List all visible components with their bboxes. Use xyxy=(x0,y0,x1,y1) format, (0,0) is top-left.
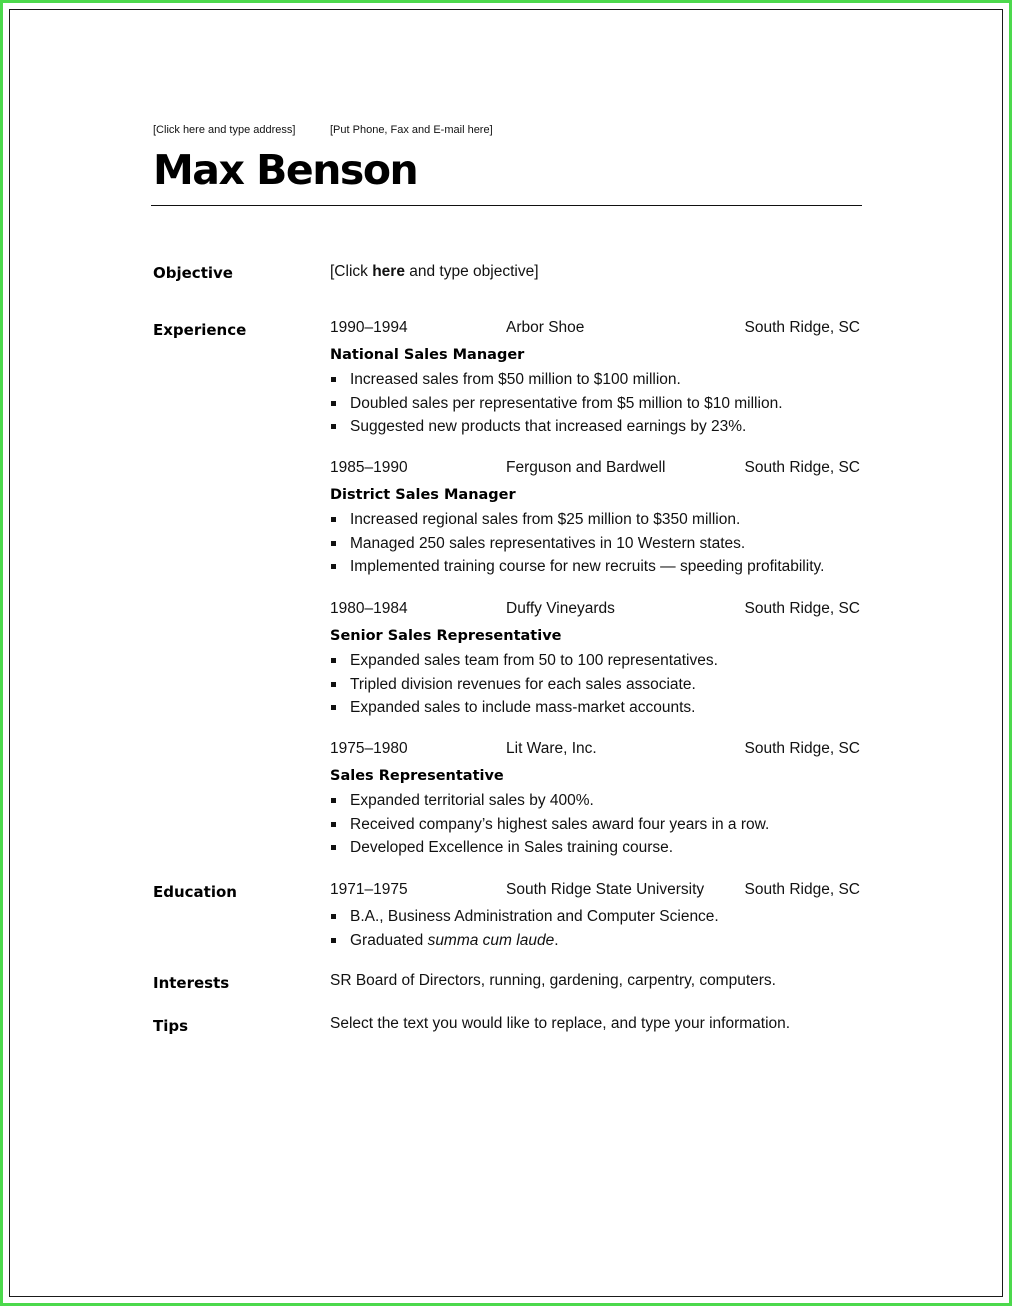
objective-text-after: and type objective] xyxy=(404,263,539,280)
job-title: National Sales Manager xyxy=(330,347,525,363)
job-company: Duffy Vineyards xyxy=(506,600,615,617)
honors-prefix: Graduated xyxy=(350,931,428,949)
job-title: Sales Representative xyxy=(330,768,504,784)
tips-text[interactable]: Select the text you would like to replace, and type your information. xyxy=(330,1015,791,1032)
bullet-icon xyxy=(331,658,336,663)
education-school: South Ridge State University xyxy=(506,881,705,898)
bullet-icon xyxy=(331,682,336,687)
job-location: South Ridge, SC xyxy=(744,740,860,757)
job-dates: 1975–1980 xyxy=(330,740,408,757)
objective-text-bold: here xyxy=(372,263,405,280)
job-entry xyxy=(330,319,860,439)
bullet-text: Expanded territorial sales by 400%. xyxy=(350,792,594,809)
bullet-icon xyxy=(331,541,336,546)
bullet-text: Tripled division revenues for each sales associate. xyxy=(350,675,696,693)
bullet-text: Expanded sales to include mass-market accounts. xyxy=(350,699,696,716)
bullet-item xyxy=(330,905,860,929)
honors-suffix: . xyxy=(554,931,559,949)
bullet-item xyxy=(330,929,860,953)
education-bullets xyxy=(330,905,860,952)
bullet-item xyxy=(330,368,860,392)
bullet-icon xyxy=(331,564,336,569)
job-dates: 1980–1984 xyxy=(330,600,408,617)
job-entry xyxy=(330,740,860,860)
job-header xyxy=(330,600,860,624)
bullet-text: Expanded sales team from 50 to 100 representatives. xyxy=(350,652,718,669)
job-dates: 1985–1990 xyxy=(330,459,408,476)
job-bullets xyxy=(330,508,860,579)
bullet-icon xyxy=(331,377,336,382)
education-degree: B.A., Business Administration and Computer Science. xyxy=(350,908,719,925)
bullet-item xyxy=(330,532,860,556)
bullet-icon xyxy=(331,517,336,522)
job-bullets xyxy=(330,368,860,439)
job-bullets xyxy=(330,789,860,860)
bullet-icon xyxy=(331,938,336,943)
bullet-icon xyxy=(331,401,336,406)
applicant-name[interactable]: Max Benson xyxy=(153,146,418,194)
job-header xyxy=(330,319,860,343)
bullet-item xyxy=(330,649,860,673)
job-company: Lit Ware, Inc. xyxy=(506,740,597,757)
bullet-icon xyxy=(331,798,336,803)
job-dates: 1990–1994 xyxy=(330,319,408,336)
job-company: Arbor Shoe xyxy=(506,319,585,336)
bullet-icon xyxy=(331,822,336,827)
job-title: District Sales Manager xyxy=(330,487,516,503)
education-entry xyxy=(330,881,860,952)
contact-placeholder[interactable]: [Put Phone, Fax and E-mail here] xyxy=(330,124,493,136)
bullet-item xyxy=(330,673,860,697)
bullet-text: Increased regional sales from $25 million to $350 million. xyxy=(350,511,741,528)
bullet-icon xyxy=(331,845,336,850)
bullet-item xyxy=(330,813,860,837)
education-label: Education xyxy=(153,883,237,901)
job-header xyxy=(330,740,860,764)
interests-text[interactable]: SR Board of Directors, running, gardening, carpentry, computers. xyxy=(330,972,776,989)
bullet-icon xyxy=(331,914,336,919)
job-location: South Ridge, SC xyxy=(744,459,860,476)
objective-text-before: [Click xyxy=(330,263,373,280)
bullet-text: Developed Excellence in Sales training course. xyxy=(350,839,674,856)
job-location: South Ridge, SC xyxy=(744,600,860,617)
job-entry xyxy=(330,600,860,720)
bullet-item xyxy=(330,836,860,860)
bullet-item xyxy=(330,696,860,720)
bullet-item xyxy=(330,789,860,813)
job-title: Senior Sales Representative xyxy=(330,628,562,644)
objective-text[interactable] xyxy=(330,263,539,281)
header-divider xyxy=(151,205,862,206)
bullet-text: Suggested new products that increased earnings by 23%. xyxy=(350,418,747,435)
bullet-icon xyxy=(331,705,336,710)
bullet-icon xyxy=(331,424,336,429)
job-entry xyxy=(330,459,860,579)
job-company: Ferguson and Bardwell xyxy=(506,459,666,476)
education-header xyxy=(330,881,860,905)
bullet-text: Increased sales from $50 million to $100 million. xyxy=(350,371,681,388)
education-location: South Ridge, SC xyxy=(744,881,860,898)
job-location: South Ridge, SC xyxy=(744,319,860,336)
bullet-item xyxy=(330,508,860,532)
bullet-item xyxy=(330,415,860,439)
honors-italic: summa cum laude xyxy=(427,931,555,949)
job-bullets xyxy=(330,649,860,720)
interests-label: Interests xyxy=(153,974,230,992)
bullet-item xyxy=(330,392,860,416)
bullet-item xyxy=(330,555,860,579)
bullet-text: Received company’s highest sales award four years in a row. xyxy=(350,815,770,833)
address-placeholder[interactable]: [Click here and type address] xyxy=(153,124,296,136)
objective-label: Objective xyxy=(153,264,233,282)
job-header xyxy=(330,459,860,483)
bullet-text: Implemented training course for new recruits — speeding profitability. xyxy=(350,558,825,575)
experience-label: Experience xyxy=(153,321,247,339)
bullet-text: Managed 250 sales representatives in 10 Western states. xyxy=(350,534,746,552)
tips-label: Tips xyxy=(153,1017,189,1035)
education-dates: 1971–1975 xyxy=(330,881,408,898)
bullet-text: Doubled sales per representative from $5 million to $10 million. xyxy=(350,394,783,412)
